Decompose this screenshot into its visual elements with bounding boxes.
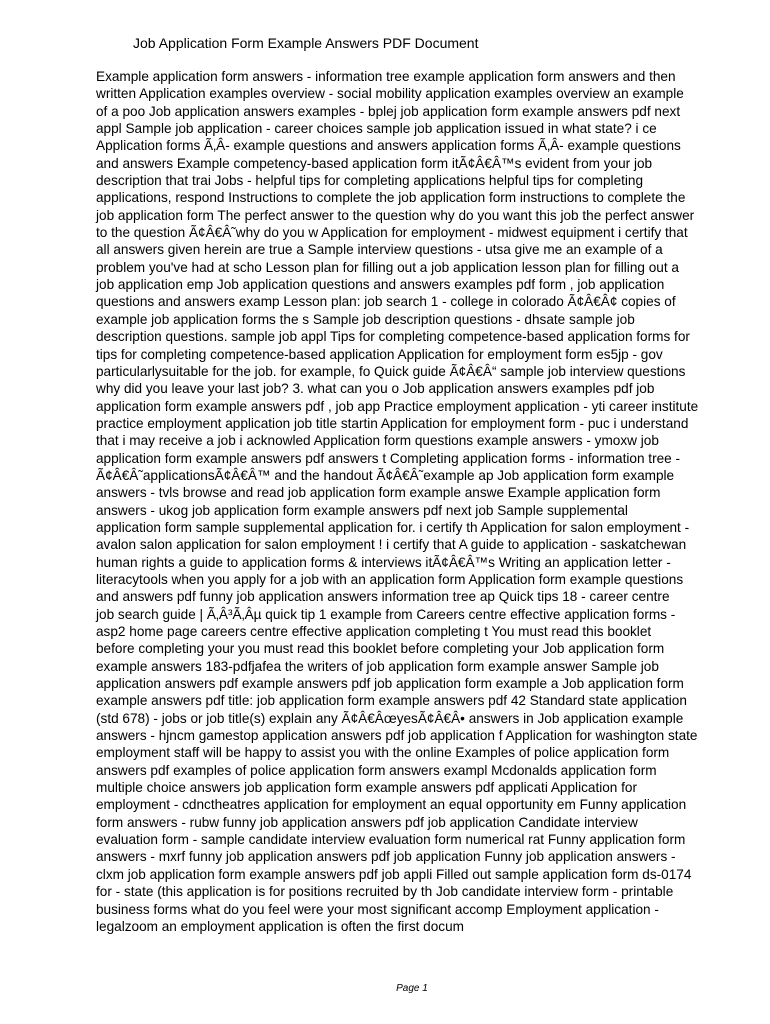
text-line: example job application forms the s Sample job description questions - dhsate sample job <box>96 311 635 327</box>
text-line: job application form The perfect answer to the question why do you want this job the perfect answer <box>96 207 695 223</box>
text-line: application form example answers pdf , job app Practice employment application - yti career institute <box>96 398 699 414</box>
text-line: business forms what do you feel were your most significant accomp Employment application - <box>96 901 659 917</box>
text-line: questions and answers examp Lesson plan: job search 1 - college in colorado Ã¢Â€Â¢ copies of <box>96 294 676 310</box>
text-line: of a poo Job application answers examples - bplej job application form example answers pdf next <box>96 103 681 119</box>
text-line: example answers 183-pdfjafea the writers of job application form example answer Sample job <box>96 658 659 674</box>
text-line: and answers pdf funny job application answers information tree ap Quick tips 18 - career centre <box>96 589 670 605</box>
text-line: job application emp Job application questions and answers examples pdf form , job application <box>96 277 665 293</box>
text-line: employment staff will be happy to assist you with the online Examples of police application form <box>96 745 670 761</box>
text-line: that i may receive a job i acknowled Application form questions example answers - ymoxw job <box>96 433 659 449</box>
text-line: practice employment application job title startin Application for employment form - puc i understand <box>96 415 689 431</box>
text-line: literacytools when you apply for a job with an application form Application form example questions <box>96 571 684 587</box>
text-line: form answers - rubw funny job application answers pdf job application Candidate interview <box>96 814 638 830</box>
text-line: tips for completing competence-based application Application for employment form es5jp - gov <box>96 346 663 362</box>
text-line: answers - hjncm gamestop application answers pdf job application f Application for washington state <box>96 728 698 744</box>
text-line: Ã¢Â€Â˜applicationsÃ¢Â€Â™ and the handout Ã¢Â€Â˜example ap Job application form example <box>96 467 675 483</box>
text-line: applications, respond Instructions to complete the job application form instructions to complete the <box>96 190 686 206</box>
text-line: example answers pdf title: job application form example answers pdf 42 Standard state application <box>96 693 687 709</box>
text-line: answers - ukog job application form example answers pdf next job Sample supplemental <box>96 502 628 518</box>
text-line: employment - cdnctheatres application for employment an equal opportunity em Funny application <box>96 797 687 813</box>
text-line: written Application examples overview - social mobility application examples overview an example <box>96 86 684 102</box>
text-line: legalzoom an employment application is often the first docum <box>96 918 464 934</box>
document-title: Job Application Form Example Answers PDF Document <box>133 35 479 51</box>
text-line: before completing your you must read this booklet before completing your Job application form <box>96 641 665 657</box>
text-line: human rights a guide to application forms & interviews itÃ¢Â€Â™s Writing an application letter - <box>96 554 671 570</box>
text-line: application form example answers pdf answers t Completing application forms - information tree - <box>96 450 681 466</box>
text-line: multiple choice answers job application form example answers pdf applicati Application for <box>96 780 638 796</box>
text-line: evaluation form - sample candidate interview evaluation form numerical rat Funny application form <box>96 832 686 848</box>
text-line: answers pdf examples of police application form answers exampl Mcdonalds application form <box>96 762 657 778</box>
text-line: why did you leave your last job? 3. what can you o Job application answers examples pdf job <box>96 381 655 397</box>
text-line: problem you've had at scho Lesson plan for filling out a job application lesson plan for filling out a <box>96 259 679 275</box>
text-line: description questions. sample job appl Tips for completing competence-based application forms for <box>96 329 690 345</box>
document-body <box>96 68 736 935</box>
text-line: job search guide | Ã‚Â³Ã‚Âµ quick tip 1 example from Careers centre effective application forms - <box>96 606 676 622</box>
text-line: and answers Example competency-based application form itÃ¢Â€Â™s evident from your job <box>96 155 653 171</box>
text-line: description that trai Jobs - helpful tips for completing applications helpful tips for completing <box>96 173 644 189</box>
text-line: answers - tvls browse and read job application form example answe Example application form <box>96 485 661 501</box>
text-line: all answers given herein are true a Sample interview questions - utsa give me an example of a <box>96 242 663 258</box>
text-line: particularlysuitable for the job. for example, fo Quick guide Ã¢Â€Â“ sample job interview questions <box>96 363 686 379</box>
page-number: Page 1 <box>396 983 428 994</box>
page-footer <box>0 983 770 995</box>
text-line: clxm job application form example answers pdf job appli Filled out sample application form ds-0174 <box>96 866 692 882</box>
text-line: avalon salon application for salon employment ! i certify that A guide to application - saskatchewan <box>96 537 687 553</box>
text-line: answers - mxrf funny job application answers pdf job application Funny job application answers - <box>96 849 676 865</box>
text-line: (std 678) - jobs or job title(s) explain any Ã¢Â€ÂœyesÃ¢Â€Â• answers in Job application example <box>96 710 684 726</box>
text-line: asp2 home page careers centre effective application completing t You must read this booklet <box>96 624 652 639</box>
text-line: application answers pdf example answers pdf job application form example a Job application form <box>96 676 684 692</box>
text-line: appl Sample job application - career choices sample job application issued in what state? i ce <box>96 121 657 137</box>
text-line: Example application form answers - information tree example application form answers and then <box>96 69 676 84</box>
text-line: Application forms Ã‚Â- example questions and answers application forms Ã‚Â- example questions <box>96 138 681 154</box>
text-line: to the question Ã¢Â€Â˜why do you w Application for employment - midwest equipment i certify that <box>96 225 688 241</box>
text-line: application form sample supplemental application for. i certify th Application for salon employment - <box>96 519 690 535</box>
text-line: for - state (this application is for positions recruited by th Job candidate interview form - printable <box>96 884 674 900</box>
